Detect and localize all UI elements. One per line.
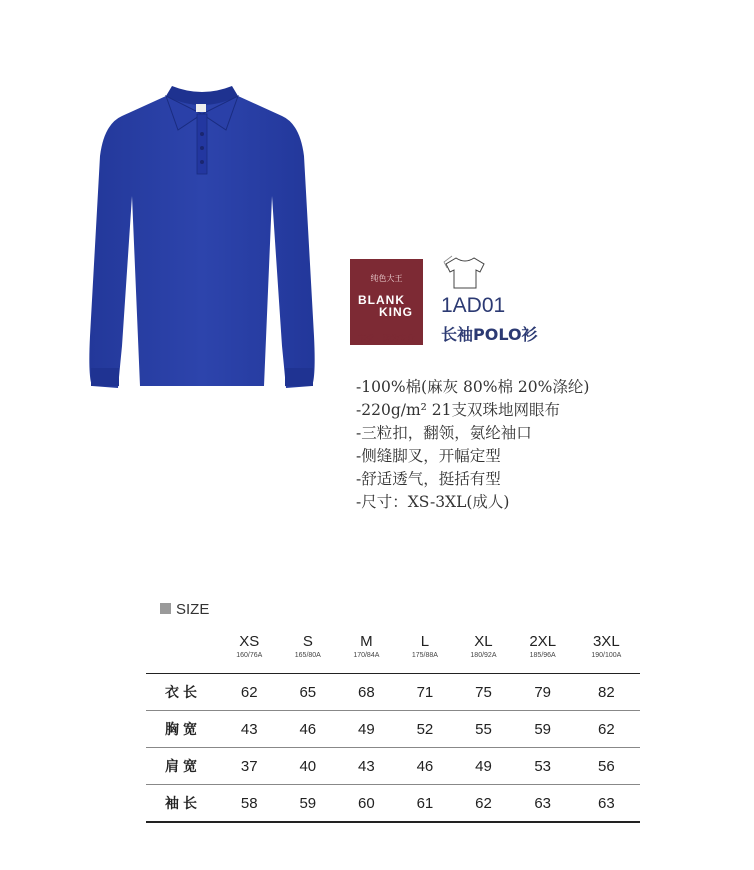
table-cell: 82: [573, 674, 640, 711]
size-label: XL: [474, 633, 493, 650]
size-height: 175/88A: [411, 652, 438, 659]
feature-list: [356, 376, 589, 514]
size-height: 170/84A: [353, 652, 380, 659]
row-label: 胸宽: [146, 711, 220, 748]
size-height: 185/96A: [529, 652, 556, 659]
table-cell: 68: [337, 674, 396, 711]
size-heading: [160, 601, 209, 618]
feature-item: -100%棉(麻灰 80%棉 20%涤纶): [356, 378, 590, 396]
size-col-header: [220, 633, 279, 674]
product-code: 1AD01: [441, 294, 506, 317]
table-cell: 58: [220, 785, 279, 823]
square-bullet-icon: [160, 603, 171, 614]
table-row: [146, 711, 640, 748]
table-cell: 75: [454, 674, 513, 711]
table-cell: 79: [513, 674, 573, 711]
logo-slogan: 享受 · 因为专业: [358, 334, 415, 343]
size-height: 190/100A: [591, 652, 622, 659]
table-cell: 56: [573, 748, 640, 785]
logo-cn-name: 纯色大王: [370, 274, 403, 283]
size-label: 3XL: [592, 633, 620, 650]
product-name: 长袖POLO衫: [441, 325, 538, 344]
table-cell: 52: [396, 711, 455, 748]
table-cell: 71: [396, 674, 455, 711]
table-cell: 65: [279, 674, 338, 711]
size-label: M: [360, 633, 373, 650]
table-cell: 59: [279, 785, 338, 823]
feature-item: -侧缝脚叉，开幅定型: [356, 447, 501, 465]
size-height: 165/80A: [294, 652, 321, 659]
feature-item: -尺寸：XS-3XL(成人): [356, 493, 510, 511]
table-row: [146, 674, 640, 711]
size-table: [146, 633, 640, 823]
table-cell: 62: [454, 785, 513, 823]
size-label: L: [420, 633, 430, 650]
table-cell: 49: [337, 711, 396, 748]
table-cell: 40: [279, 748, 338, 785]
table-cell: 53: [513, 748, 573, 785]
size-col-header: [454, 633, 513, 674]
table-cell: 49: [454, 748, 513, 785]
table-cell: 46: [279, 711, 338, 748]
table-cell: 37: [220, 748, 279, 785]
table-cell: 46: [396, 748, 455, 785]
logo-brand-line1: BLANK: [358, 293, 405, 307]
size-col-header: [513, 633, 573, 674]
feature-item: -220g/m² 21支双珠地网眼布: [356, 401, 561, 419]
table-cell: 43: [337, 748, 396, 785]
logo-brand-line2: KING: [379, 305, 413, 319]
size-col-header: [279, 633, 338, 674]
table-cell: 61: [396, 785, 455, 823]
table-cell: 62: [573, 711, 640, 748]
size-label: XS: [239, 633, 260, 650]
table-cell: 60: [337, 785, 396, 823]
size-label: S: [302, 633, 313, 650]
row-label: 袖长: [146, 785, 220, 823]
row-label: 衣长: [146, 674, 220, 711]
size-title: SIZE: [176, 601, 210, 618]
corner-cell: [146, 633, 220, 674]
feature-item: -三粒扣，翻领，氨纶袖口: [356, 424, 532, 442]
table-cell: 55: [454, 711, 513, 748]
table-cell: 63: [573, 785, 640, 823]
table-row: [146, 785, 640, 823]
feature-item: -舒适透气，挺括有型: [356, 470, 501, 488]
size-height: 180/92A: [470, 652, 497, 659]
size-col-header: [573, 633, 640, 674]
size-label: 2XL: [529, 633, 557, 650]
table-cell: 63: [513, 785, 573, 823]
table-cell: 59: [513, 711, 573, 748]
row-label: 肩宽: [146, 748, 220, 785]
size-col-header: [396, 633, 455, 674]
table-cell: 43: [220, 711, 279, 748]
tshirt-outline-icon: [442, 254, 488, 292]
polo-shirt-image: [82, 86, 322, 391]
size-height: 160/76A: [236, 652, 263, 659]
size-col-header: [337, 633, 396, 674]
table-row: [146, 748, 640, 785]
table-cell: 62: [220, 674, 279, 711]
size-header-row: [146, 633, 640, 674]
